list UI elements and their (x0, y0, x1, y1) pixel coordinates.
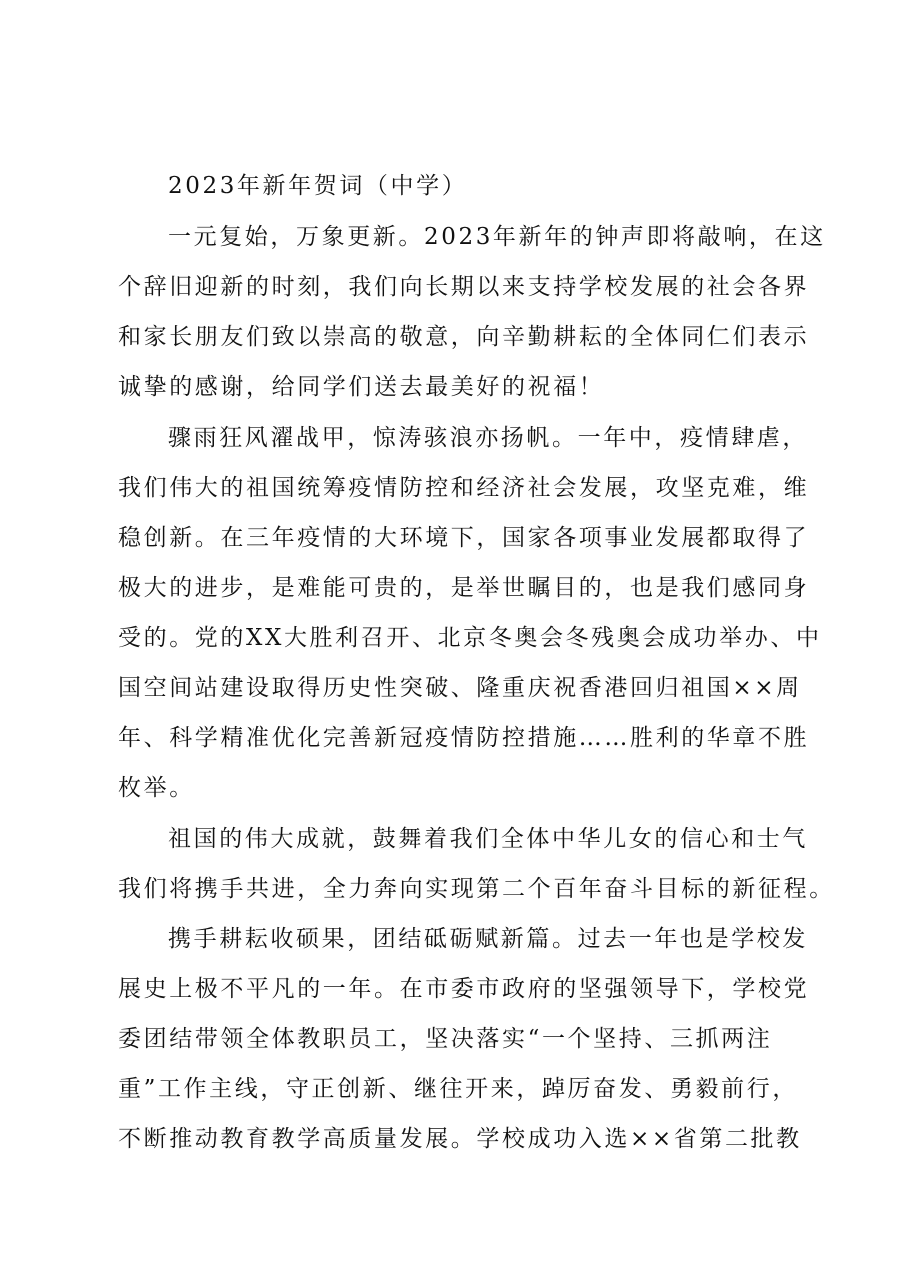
paragraph-2-line-3: 稳创新。在三年疫情的大环境下，国家各项事业发展都取得了 (118, 525, 810, 551)
paragraph-2-line-6: 国空间站建设取得历史性突破、隆重庆祝香港回归祖国××周 (118, 675, 802, 701)
paragraph-4-line-5: 不断推动教育教学高质量发展。学校成功入选××省第二批教 (118, 1126, 802, 1152)
paragraph-2-line-1: 骤雨狂风濯战甲，惊涛骇浪亦扬帆。一年中，疫情肆虐， (168, 425, 808, 451)
paragraph-1-line-3: 和家长朋友们致以崇高的敬意，向辛勤耕耘的全体同仁们表示 (118, 324, 810, 350)
paragraph-4-line-2: 展史上极不平凡的一年。在市委市政府的坚强领导下，学校党 (118, 976, 810, 1002)
paragraph-1-line-1: 一元复始，万象更新。2023年新年的钟声即将敲响，在这 (168, 224, 826, 250)
paragraph-2-line-7: 年、科学精准优化完善新冠疫情防控措施……胜利的华章不胜 (118, 725, 810, 751)
paragraph-2-line-2: 我们伟大的祖国统筹疫情防控和经济社会发展，攻坚克难，维 (118, 475, 810, 501)
paragraph-2-line-4: 极大的进步，是难能可贵的，是举世瞩目的，也是我们感同身 (118, 575, 810, 601)
paragraph-2-line-5: 受的。党的XX大胜利召开、北京冬奥会冬残奥会成功举办、中 (118, 625, 822, 651)
paragraph-1-line-2: 个辞旧迎新的时刻，我们向长期以来支持学校发展的社会各界 (118, 274, 810, 300)
paragraph-3-line-2: 我们将携手共进，全力奔向实现第二个百年奋斗目标的新征程。 (118, 876, 835, 902)
paragraph-4-line-4: 重”工作主线，守正创新、继往开来，踔厉奋发、勇毅前行， (118, 1076, 798, 1102)
document-title: 2023年新年贺词（中学） (168, 173, 468, 199)
paragraph-4-line-1: 携手耕耘收硕果，团结砥砺赋新篇。过去一年也是学校发 (168, 926, 808, 952)
paragraph-4-line-3: 委团结带领全体教职员工，坚决落实“一个坚持、三抓两注 (118, 1026, 773, 1052)
paragraph-3-line-1: 祖国的伟大成就，鼓舞着我们全体中华儿女的信心和士气 (168, 826, 808, 852)
paragraph-1-line-4: 诚挚的感谢，给同学们送去最美好的祝福！ (118, 374, 605, 400)
paragraph-2-line-8: 枚举。 (118, 775, 195, 801)
